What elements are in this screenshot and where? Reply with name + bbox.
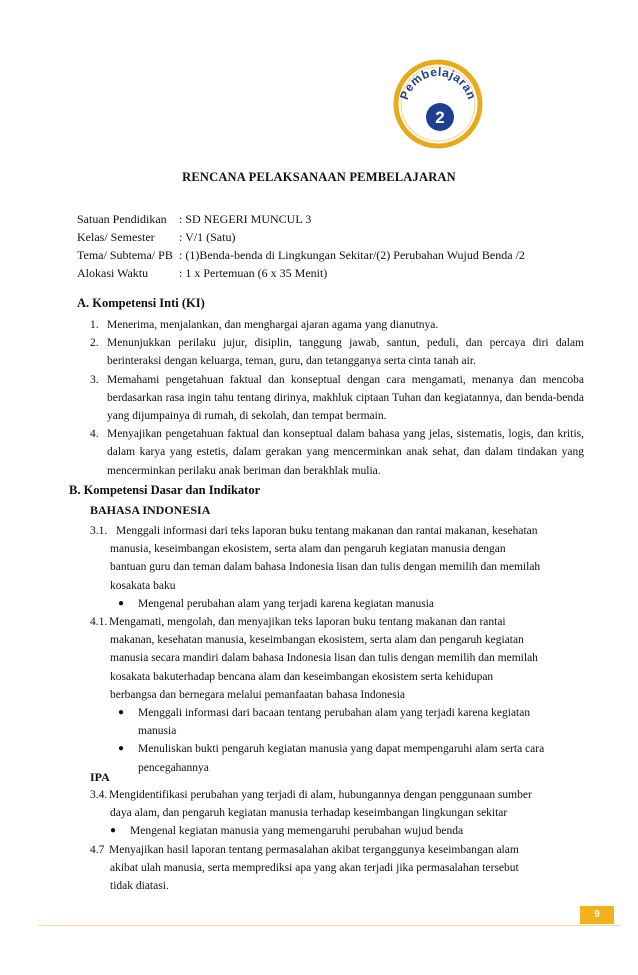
info-value: : (1)Benda-benda di Lingkungan Sekitar/(2) Perubahan Wujud Benda /2 [179, 248, 525, 262]
ki-item [90, 425, 584, 480]
kd-line: tidak diatasi. [110, 880, 169, 893]
page-number: 9 [580, 906, 614, 924]
kd-4-1 [90, 613, 590, 704]
info-label: Alokasi Waktu [77, 266, 149, 280]
section-a-title: A. Kompetensi Inti (KI) [77, 296, 205, 310]
kd-line: manusia secara mandiri dalam bahasa Indonesia lisan dan tulis dengan memilih dan memilah [110, 652, 538, 665]
indicator-item [118, 704, 590, 740]
kd-3-4 [90, 786, 590, 822]
indicator-text: Mengenal kegiatan manusia yang memengaruhi perubahan wujud benda [130, 825, 464, 838]
indicator-item [118, 740, 590, 776]
ki-text: Menyajikan pengetahuan faktual dan konseptual dalam bahasa yang jelas, sistematis, logis, dan kritis, dalam karya yang estetis, dalam gerakan yang mencerminkan anak sehat, dan dalam tindakan yang mencerminkan perilaku anak beriman dan berakhlak mulia. [107, 428, 584, 477]
kd-line: Mengidentifikasi perubahan yang terjadi di alam, hubungannya dengan penggunaan sumber [109, 789, 532, 801]
section-b-title: B. Kompetensi Dasar dan Indikator [69, 483, 261, 497]
info-value: : V/1 (Satu) [179, 230, 236, 244]
kd-number: 3.1. [90, 525, 108, 537]
bullet-icon: ● [118, 597, 125, 609]
ki-item [90, 371, 584, 426]
indicator-line: pencegahannya [138, 761, 209, 774]
kd-line: kosakata bakuterhadap bencana alam dan keseimbangan ekosistem serta kehidupan [110, 670, 494, 683]
ipa-heading: IPA [90, 770, 110, 784]
bullet-icon: ● [118, 707, 125, 719]
identity-info [77, 210, 525, 282]
ki-number: 4. [90, 428, 99, 441]
kd-line: makanan, kesehatan manusia, keseimbangan ekosistem, serta alam dan pengaruh kegiatan [110, 634, 524, 647]
indicator-item [110, 822, 590, 840]
info-row [77, 210, 525, 228]
bullet-icon: ● [110, 825, 117, 837]
ki-text: Menunjukkan perilaku jujur, disiplin, tanggung jawab, santun, peduli, dan percaya diri dalam berinteraksi dengan keluarga, teman, guru, dan tetangganya serta cinta tanah air. [107, 337, 584, 368]
kd-3-1 [90, 522, 590, 595]
kd-line: kosakata baku [110, 579, 176, 592]
kd-bahasa [90, 522, 590, 777]
info-row [77, 228, 525, 246]
kd-line: Mengamati, mengolah, dan menyajikan teks laporan buku tentang makanan dan rantai [109, 616, 506, 629]
info-row [77, 246, 525, 264]
bahasa-heading: BAHASA INDONESIA [90, 503, 211, 517]
bullet-icon: ● [118, 743, 125, 755]
ki-text: Memahami pengetahuan faktual dan konseptual dengan cara mengamati, menanya dan mencoba berdasarkan rasa ingin tahu tentang dirinya, makhluk ciptaan Tuhan dan kegiatannya, dan benda-benda yang dijumpainya di rumah, di sekolah, dan tempat bermain. [107, 373, 584, 423]
kd-line: Menyajikan hasil laporan tentang permasalahan akibat terganggunya keseimbangan alam [109, 843, 519, 856]
kd-line: akibat ulah manusia, serta memprediksi apa yang akan terjadi jika permasalahan tersebut [110, 861, 519, 874]
indicator-line: Menggali informasi dari bacaan tentang perubahan alam yang terjadi karena kegiatan [138, 707, 531, 720]
ki-item [90, 316, 584, 334]
info-value: : 1 x Pertemuan (6 x 35 Menit) [179, 266, 328, 280]
badge-number: 2 [435, 108, 445, 127]
info-label: Satuan Pendidikan [77, 212, 167, 226]
indicator-item [118, 595, 590, 613]
info-label: Kelas/ Semester [77, 230, 155, 244]
kd-number: 4.1. [90, 616, 108, 629]
ki-text: Menerima, menjalankan, dan menghargai ajaran agama yang dianutnya. [107, 319, 439, 331]
kd-line: berbangsa dan bernegara melalui pemanfaatan bahasa Indonesia [110, 688, 406, 701]
ki-list [90, 316, 584, 480]
info-label: Tema/ Subtema/ PB [77, 248, 173, 262]
kd-ipa [90, 786, 590, 895]
kd-number: 4.7 [90, 843, 105, 856]
footer-divider [38, 925, 620, 926]
ki-number: 3. [90, 373, 99, 386]
kd-line: manusia, keseimbangan ekosistem, serta alam dan pengaruh kegiatan manusia dengan [110, 543, 506, 556]
indicator-line: manusia [138, 725, 177, 738]
info-row [77, 264, 525, 282]
document-title: RENCANA PELAKSANAAN PEMBELAJARAN [182, 170, 456, 184]
ki-number: 1. [90, 319, 99, 331]
kd-line: daya alam, dan pengaruh kegiatan manusia terhadap keseimbangan lingkungan sekitar [110, 807, 508, 820]
indicator-text: Mengenal perubahan alam yang terjadi karena kegiatan manusia [138, 597, 434, 610]
indicator-line: Menuliskan bukti pengaruh kegiatan manusia yang dapat mempengaruhi alam serta cara [138, 743, 545, 756]
ki-item [90, 334, 584, 370]
kd-line: Menggali informasi dari teks laporan buku tentang makanan dan rantai makanan, kesehatan [116, 525, 538, 537]
kd-4-7 [90, 841, 590, 896]
ki-number: 2. [90, 337, 99, 350]
kd-line: bantuan guru dan teman dalam bahasa Indonesia lisan dan tulis dengan memilih dan memilah [110, 561, 541, 574]
badge-text: Pembelajaran [397, 64, 479, 102]
lesson-badge-logo [393, 59, 483, 149]
kd-number: 3.4. [90, 789, 108, 801]
info-value: : SD NEGERI MUNCUL 3 [179, 212, 312, 226]
